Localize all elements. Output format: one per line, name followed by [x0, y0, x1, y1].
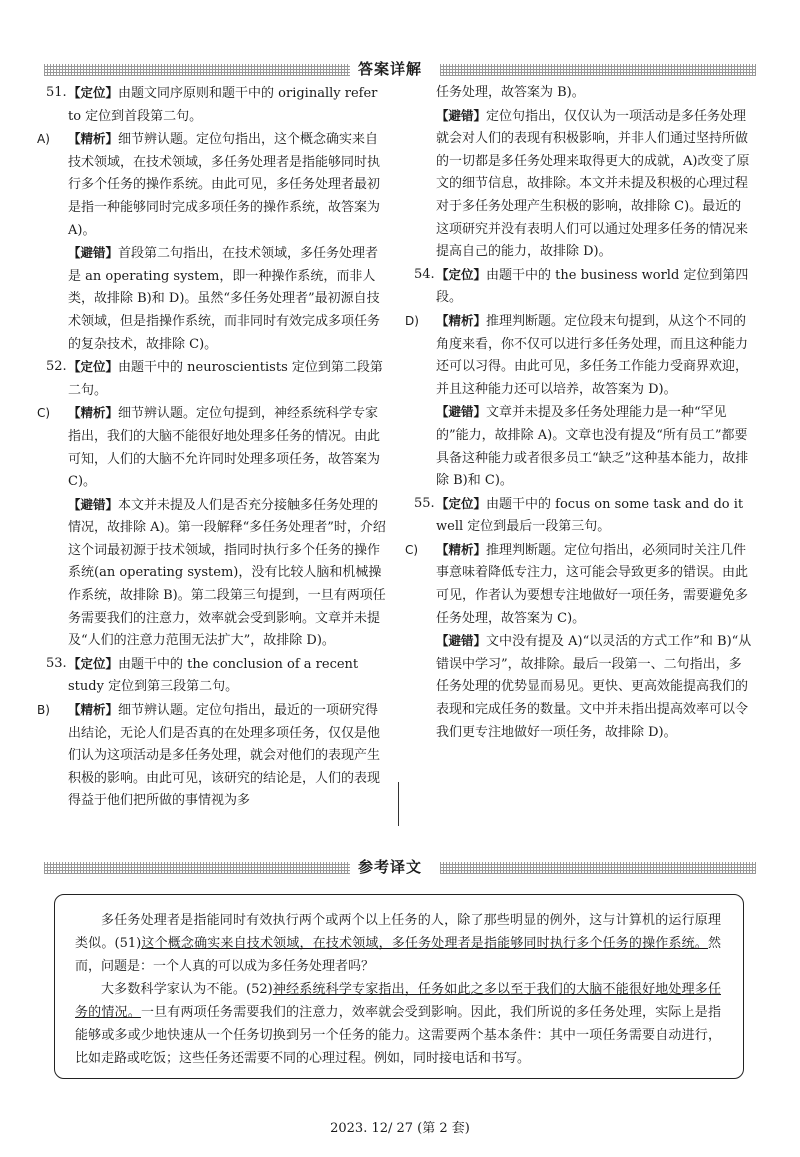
translation-paragraph-1: 多任务处理者是指能同时有效执行两个或两个以上任务的人，除了那些明显的例外，这与计算机的运行原理类似。(51)这个概念确实来自技术领域，在技术领域，多任务处理者是指能够同时执行多个任务的操作系统。然而，问题是：一个人真的可以成为多任务处理者吗？: [75, 913, 721, 974]
answer-section-title: 答案详解: [352, 58, 428, 79]
question-52: 52. 【定位】由题干中的 neuroscientists 定位到第二段第二句。 C) 【精析】细节辨认题。定位句提到，神经系统科学专家指出，我们的大脑不能很好地处理多任务的情况。由此可知，人们的大脑不允许同时处理多项任务，故答案为 C)。 【避错】本文并未提及人们是否充分接触多任务处理的情况，故排除 A)。第一段解释“多任务处理者”时，介绍这个词最初源于技术领域，指同时执行多个任务的操作系统(an operating system)，没有比较人脑和机械操作系统，故排除 B)。第二段第三句提到，一旦有两项任务需要我们的注意力，效率就会受到影响。文章并未提及“人们的注意力范围无法扩大”，故排除 D)。: [37, 359, 386, 649]
question-53: 53. 【定位】由题干中的 the conclusion of a recent study 定位到第三段第二句。 B) 【精析】细节辨认题。定位句指出，最近的一项研究得出结论，无论人们是否真的在处理多项任务，仅仅是他们认为这项活动是多任务处理，就会对他们的表现产生积极的影响。由此可见，该研究的结论是，人们的表现得益于他们把所做的事情视为多: [37, 655, 381, 809]
left-column: [37, 82, 386, 813]
question-54: 54. 【定位】由题干中的 the business world 定位到第四段。 D) 【精析】推理判断题。定位段末句提到，从这个不同的角度来看，你不仅可以进行多任务处理，而且这种能力还可以习得。由此可见，多任务工作能力受商界欢迎，并且这种能力还可以培养，故答案为 D)。 【避错】文章并未提及多任务处理能力是一种“罕见的”能力，故排除 A)。文章也没有提及“所有员工”都要具备这种能力或者很多员工“缺乏”这种基本能力，故排除 B)和 C)。: [405, 266, 749, 489]
column-divider: [398, 782, 399, 826]
right-column: [405, 82, 754, 744]
page-footer: 2023. 12/ 27 (第 2 套): [330, 1121, 470, 1136]
translation-box: [54, 894, 744, 1079]
question-55: 55. 【定位】由题干中的 focus on some task and do it well 定位到最后一段第三句。 C) 【精析】推理判断题。定位句指出，必须同时关注几件事意味着降低专注力，这可能会导致更多的错误。由此可见，作者认为要想专注地做好一项任务，需要避免多任务处理，故答案为 C)。 【避错】文中没有提及 A)“以灵活的方式工作”和 B)“从错误中学习”，故排除。最后一段第一、二句指出，多任务处理的优势显而易见。更快、更高效能提高我们的表现和完成任务的数量。文中并未指出提高效率可以令我们更专注地做好一项任务，故排除 D)。: [405, 495, 752, 740]
translation-paragraph-2: 大多数科学家认为不能。(52)神经系统科学专家指出，任务如此之多以至于我们的大脑不能很好地处理多任务的情况。一旦有两项任务需要我们的注意力，效率就会受到影响。因此，我们所说的多任务处理，实际上是指能够或多或少地快速从一个任务切换到另一个任务的能力。这需要两个基本条件：其中一项任务需要自动进行，比如走路或吃饭；这些任务还需要不同的心理过程。例如，同时接电话和书写。: [75, 982, 721, 1066]
question-51: 51. 【定位】由题文同序原则和题干中的 originally refer to 定位到首段第二句。 A) 【精析】细节辨认题。定位句指出，这个概念确实来自技术领域，在技术领域，多任务处理者是指能够同时执行多个任务的操作系统。由此可见，多任务处理者最初是指一种能够同时完成多项任务的操作系统，故答案为 A)。 【避错】首段第二句指出，在技术领域，多任务处理者是 an operating system，即一种操作系统，而非人类，故排除 B)和 D)。虽然“多任务处理者”最初源自技术领域，但是指操作系统，而非同时有效完成多项任务的复杂技术，故排除 C)。: [37, 85, 381, 352]
translation-section-title: 参考译文: [352, 856, 428, 877]
translation-section-header: [44, 858, 756, 878]
question-53-continued: 任务处理，故答案为 B)。 【避错】定位句指出，仅仅认为一项活动是多任务处理就会对人们的表现有积极影响，并非人们通过坚持所做的一切都是多任务处理来取得更大的成就，A)改变了原文的细节信息，故排除。本文并未提及积极的心理过程对于多任务处理产生积极的影响，故排除 C)。最近的这项研究并没有表明人们可以通过处理多任务的情况来提高自己的能力，故排除 D)。: [436, 85, 750, 260]
answer-section-header: [44, 60, 756, 80]
